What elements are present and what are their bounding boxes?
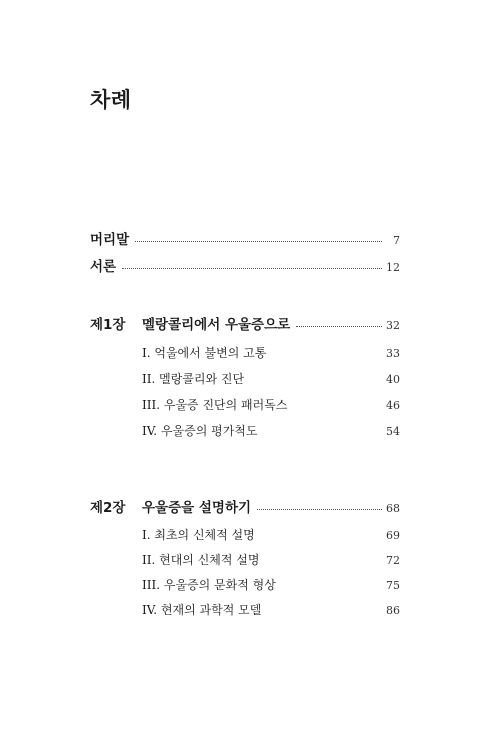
toc-section[interactable] [142,396,400,413]
toc-page-number: 54 [386,425,400,438]
toc-section[interactable] [142,370,400,387]
toc-entry-label: 서론 [90,259,117,275]
toc-page-number: 40 [386,373,400,386]
toc-page-number: 46 [386,399,400,412]
section-title: III. 우울증 진단의 패러독스 [142,398,288,412]
toc-page-number: 68 [386,502,400,515]
toc-entry-preface[interactable] [90,228,400,248]
section-title: III. 우울증의 문화적 형상 [142,578,276,592]
toc-section[interactable] [142,551,400,568]
chapter-title: 우울증을 설명하기 [142,500,252,516]
toc-chapter-1[interactable] [90,313,400,333]
toc-page-number: 86 [386,604,400,617]
section-title: I. 억울에서 불변의 고통 [142,346,267,360]
section-title: II. 현대의 신체적 설명 [142,553,260,567]
section-title: II. 멜랑콜리와 진단 [142,372,245,386]
page-title: 차례 [90,88,132,112]
toc-page-number: 7 [393,234,400,247]
toc-entry-label: 머리말 [90,232,130,248]
toc-section[interactable] [142,601,400,618]
toc-page-number: 32 [386,319,400,332]
toc-section[interactable] [142,422,400,439]
toc-page-number: 69 [386,529,400,542]
section-title: I. 최초의 신체적 설명 [142,528,255,542]
dot-leader [296,325,382,327]
dot-leader [257,508,382,510]
chapter-number: 제2장 [90,500,126,516]
toc-chapter-2[interactable] [90,496,400,516]
section-title: IV. 현재의 과학적 모델 [142,603,262,617]
toc-page-number: 75 [386,579,400,592]
chapter-title: 멜랑콜리에서 우울증으로 [142,317,291,333]
toc-page-number: 12 [386,261,400,274]
toc-page-number: 72 [386,554,400,567]
toc-page-number: 33 [386,347,400,360]
dot-leader [135,240,382,242]
toc-section[interactable] [142,576,400,593]
toc-section[interactable] [142,526,400,543]
dot-leader [122,267,382,269]
toc-entry-introduction[interactable] [90,255,400,275]
chapter-number: 제1장 [90,317,126,333]
toc-section[interactable] [142,344,400,361]
section-title: IV. 우울증의 평가척도 [142,424,258,438]
